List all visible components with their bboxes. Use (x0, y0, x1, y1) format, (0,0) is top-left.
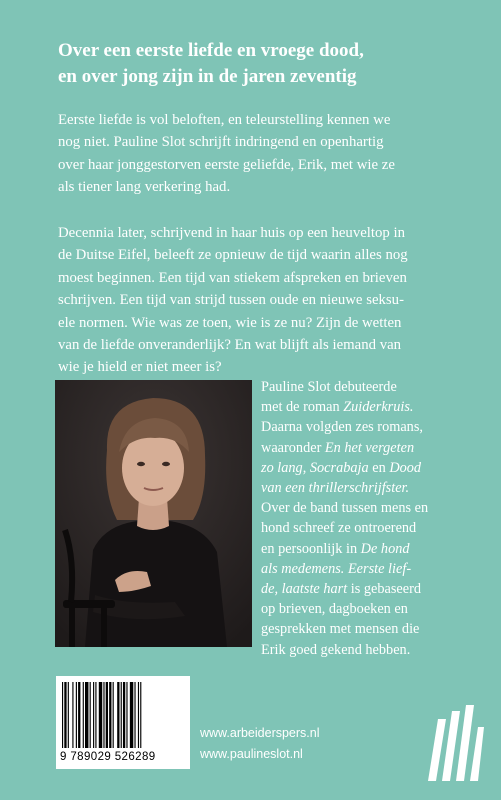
isbn-number: 9 789029 526289 (60, 751, 156, 763)
author-photo (55, 380, 252, 647)
bio-line (261, 579, 491, 599)
blurb-line: moest beginnen. Een tijd van stiekem afspreken en brieven (58, 269, 407, 286)
barcode-bar (103, 682, 104, 748)
barcode-bar (106, 682, 108, 748)
barcode-bar (64, 682, 66, 748)
barcode-bar (76, 682, 77, 748)
blurb-line: ele normen. Wie was ze toen, wie is ze nu? Zijn de wetten (58, 314, 402, 331)
barcode-bar (117, 682, 119, 748)
barcode-bar (93, 682, 94, 748)
blurb-line: nog niet. Pauline Slot schrijft indringend en openhartig (58, 134, 384, 151)
book-title: als medemens. Eerste lief- (261, 560, 412, 577)
blurb-line: over haar jonggestorven eerste geliefde, Erik, met wie ze (58, 156, 395, 173)
book-title: zo lang (261, 459, 303, 476)
barcode-bars (56, 676, 190, 750)
bio-line: hond schreef ze ontroerend (261, 520, 417, 537)
website-links (200, 723, 320, 765)
bio-line (261, 539, 491, 559)
bio-line (261, 458, 491, 478)
bio-text: en (368, 459, 390, 476)
bio-line: Erik goed gekend hebben. (261, 641, 411, 658)
barcode-bar (68, 682, 69, 748)
bio-line (261, 478, 491, 498)
blurb-line: Decennia later, schrijvend in haar huis op een heuveltop in (58, 225, 406, 241)
blurb-paragraph-2 (58, 222, 478, 379)
bio-line: Pauline Slot debuteerde (261, 379, 397, 395)
bio-text: is gebaseerd (347, 581, 422, 598)
bio-line (261, 438, 491, 458)
barcode-bar (62, 682, 63, 748)
bio-text: waaronder (261, 439, 322, 456)
bio-line: Daarna volgden zes romans, (261, 419, 423, 436)
book-title: En het vergeten (324, 439, 415, 456)
back-cover-headline (58, 38, 478, 90)
author-url[interactable]: www.paulineslot.nl (200, 747, 303, 761)
barcode-bar (83, 682, 84, 748)
barcode-bar (126, 682, 127, 748)
book-title: Zuiderkruis. (343, 399, 414, 416)
bio-line: op brieven, dagboeken en (261, 601, 408, 618)
blurb-line: wie je hield er niet meer is? (58, 359, 222, 376)
barcode-bar (85, 682, 88, 748)
blurb-line: Eerste liefde is vol beloften, en teleurstelling kennen we (58, 112, 391, 128)
bio-line (261, 559, 491, 579)
book-title: De hond (360, 540, 410, 557)
blurb-line: de Duitse Eifel, beleeft ze opnieuw de tijd waarin alles nog (58, 247, 408, 264)
bio-text: , (302, 459, 310, 476)
barcode-bar (109, 682, 111, 748)
barcode-bar (95, 682, 96, 748)
book-title: de, laatste hart (261, 581, 348, 598)
blurb-line: als tiener lang verkering had. (58, 179, 231, 196)
barcode-bar (90, 682, 91, 748)
publisher-url[interactable]: www.arbeiderspers.nl (200, 726, 320, 740)
barcode-bar (113, 682, 114, 748)
barcode-bar (78, 682, 80, 748)
barcode-bar (121, 682, 122, 748)
barcode-bar (72, 682, 73, 748)
book-title: Dood (389, 459, 422, 476)
publisher-logo-icon (424, 703, 486, 783)
bio-text: met de roman (261, 399, 344, 416)
author-portrait-illustration (55, 380, 252, 647)
book-title: Socrabaja (309, 459, 369, 476)
barcode-bar (134, 682, 135, 748)
bio-line: Over de band tussen mens en (261, 500, 429, 517)
headline-line-1: Over een eerste liefde en vroege dood, (58, 40, 364, 61)
barcode-bar (130, 682, 133, 748)
barcode-bar (123, 682, 125, 748)
author-bio (261, 377, 491, 660)
blurb-line: schrijven. Een tijd van strijd tussen oude en nieuwe seksu- (58, 292, 405, 309)
blurb-paragraph-1 (58, 109, 478, 199)
isbn-barcode (56, 676, 190, 769)
barcode-bar (138, 682, 139, 748)
headline-line-2: en over jong zijn in de jaren zeventig (58, 66, 357, 87)
bio-line (261, 397, 491, 417)
bio-line: gesprekken met mensen die (261, 621, 420, 638)
book-title: van een thrillerschrijfster. (261, 480, 410, 497)
bio-text: en persoonlijk in (261, 540, 361, 557)
barcode-bar (140, 682, 141, 748)
barcode-bar (99, 682, 102, 748)
blurb-line: van de liefde onveranderlijk? En wat blijft als iemand van (58, 337, 402, 354)
